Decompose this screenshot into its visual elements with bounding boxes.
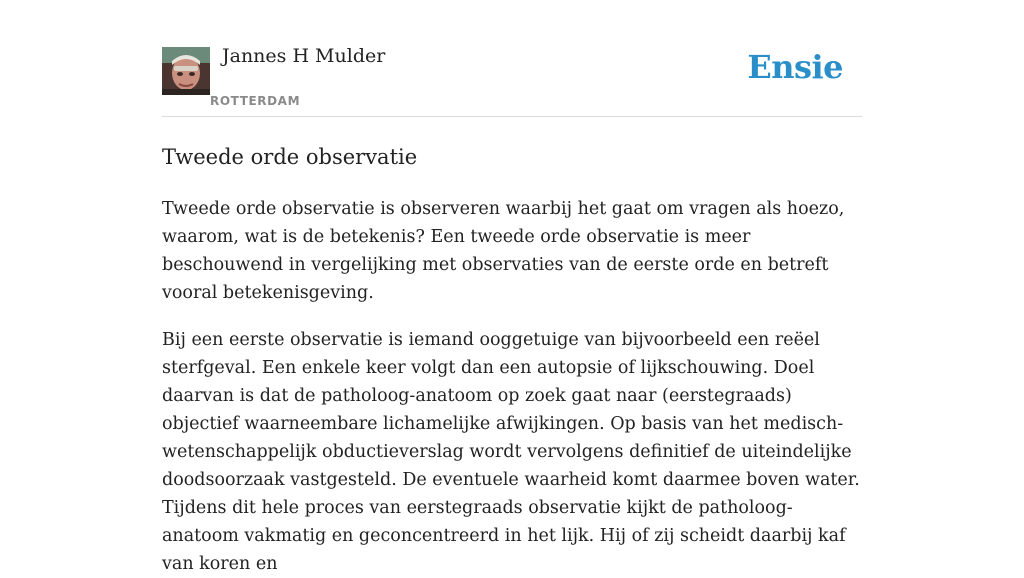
author-avatar[interactable]	[162, 47, 210, 95]
content-column	[162, 0, 862, 578]
article-paragraph: Tweede orde observatie is observeren waarbij het gaat om vragen als hoezo, waarom, wat is de betekenis? Een tweede orde observatie is meer beschouwend in vergelijking met observaties van de eerste orde en betreft vooral betekenisgeving.	[162, 199, 845, 303]
author-header	[162, 0, 862, 117]
brand-logo[interactable]: Ensie	[747, 48, 843, 86]
article-paragraph: Bij een eerste observatie is iemand ooggetuige van bijvoorbeeld een reëel sterfgeval. Een enkele keer volgt dan een autopsie of lijkschouwing. Doel daarvan is dat de patholoog-anatoom op zoek gaat naar (eerstegraads) objectief waarneembare lichamelijke afwijkingen. Op basis van het medisch-wetenschappelijk obductieverslag wordt vervolgens definitief de uiteindelijke doodsoorzaak vastgesteld. De eventuele waarheid komt daarmee boven water. Tijdens dit hele proces van eerstegraads observatie kijkt de patholoog-anatoom vakmatig en geconcentreerd in het lijk. Hij of zij scheidt daarbij kaf van koren en	[162, 330, 860, 574]
avatar-photo-icon	[162, 47, 210, 95]
author-city: ROTTERDAM	[210, 94, 301, 108]
author-name[interactable]: Jannes H Mulder	[222, 45, 386, 67]
article-title: Tweede orde observatie	[162, 145, 418, 169]
